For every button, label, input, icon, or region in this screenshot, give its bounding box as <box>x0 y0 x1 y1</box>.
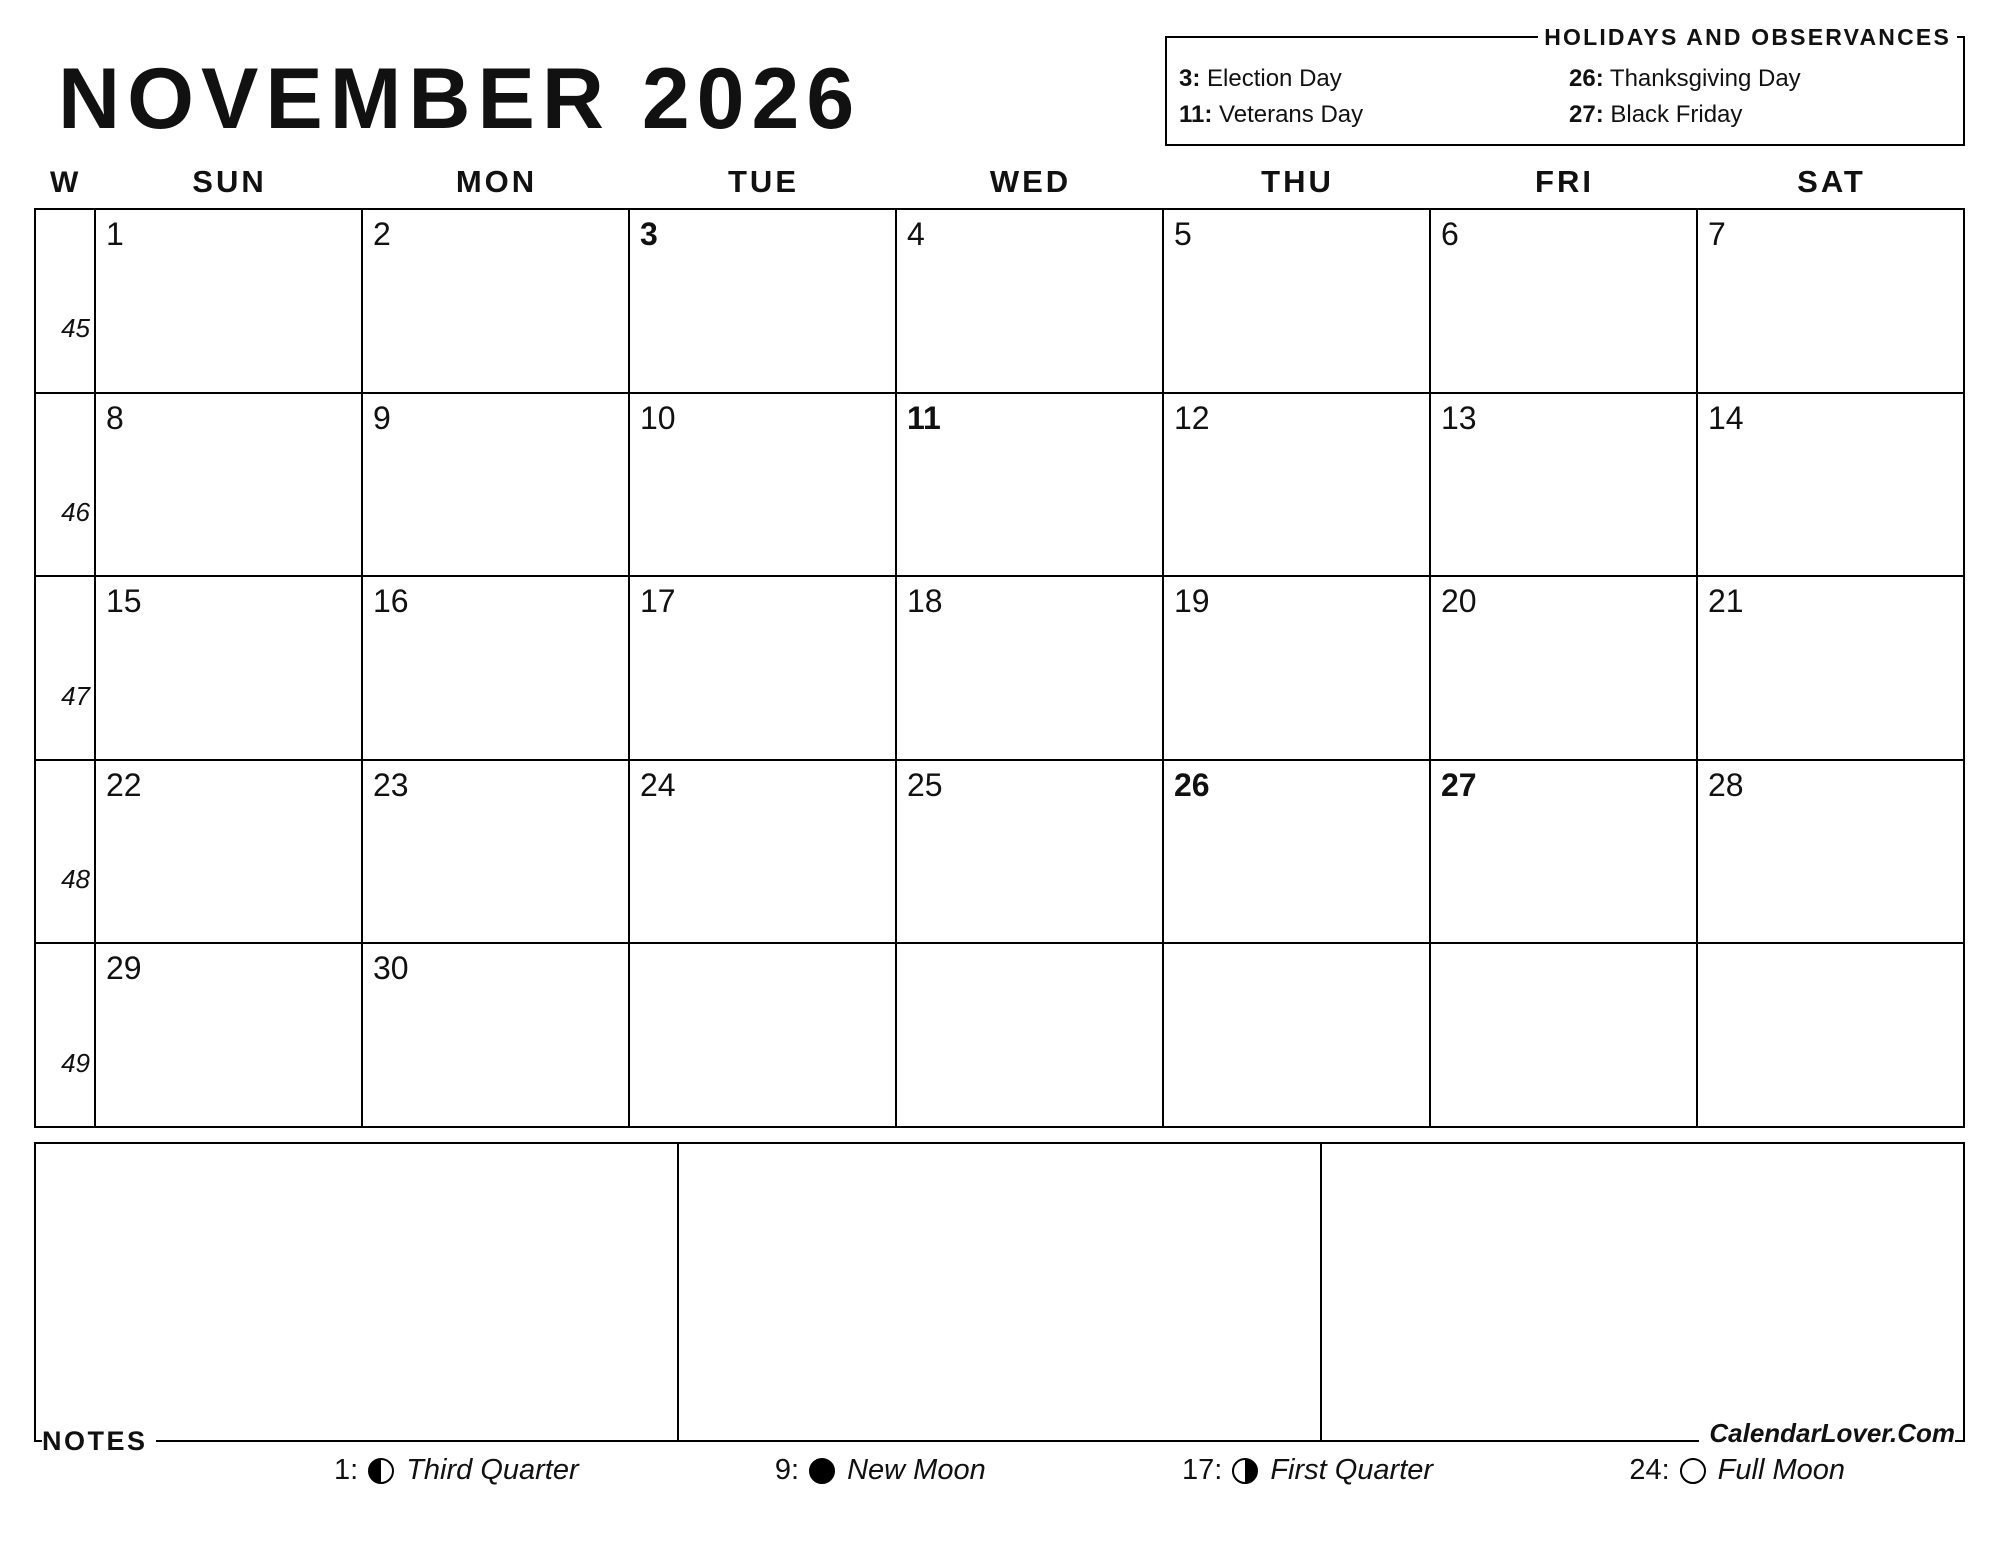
page-title: NOVEMBER 2026 <box>58 51 862 147</box>
notes-column[interactable] <box>36 1144 679 1440</box>
weekday-header-thu: THU <box>1261 164 1334 199</box>
day-cell[interactable] <box>363 577 630 759</box>
calendar-header <box>34 22 1965 162</box>
weekday-header-fri: FRI <box>1535 164 1594 199</box>
moon-phase-item <box>775 1454 986 1487</box>
day-cell[interactable] <box>1431 394 1698 576</box>
day-cell[interactable] <box>630 761 897 943</box>
holidays-heading: HOLIDAYS AND OBSERVANCES <box>1538 24 1957 51</box>
day-cell[interactable] <box>363 761 630 943</box>
day-cell[interactable] <box>1431 761 1698 943</box>
day-number: 17 <box>640 583 676 620</box>
moon-phase-day: 17: <box>1181 1454 1223 1486</box>
day-number: 5 <box>1174 216 1192 252</box>
day-cell[interactable] <box>630 577 897 759</box>
week-column-header: W <box>50 166 81 199</box>
day-cell[interactable] <box>1164 761 1431 943</box>
day-cell[interactable] <box>1431 210 1698 392</box>
day-cell[interactable] <box>363 210 630 392</box>
notes-column[interactable] <box>1322 1144 1963 1440</box>
moon-phase-label: Third Quarter <box>406 1454 579 1486</box>
day-number: 10 <box>640 399 676 436</box>
day-cell[interactable] <box>1698 394 1963 576</box>
day-number: 26 <box>1174 766 1210 803</box>
day-number: 24 <box>640 766 676 803</box>
calendar-week-row <box>36 761 1963 945</box>
day-number: 20 <box>1441 583 1477 620</box>
day-number: 11 <box>907 399 941 436</box>
day-cell-empty <box>630 944 897 1126</box>
moon-phase-day: 1: <box>334 1454 359 1486</box>
day-number: 14 <box>1708 399 1744 436</box>
new-moon-icon <box>809 1458 835 1484</box>
day-number: 23 <box>373 766 409 803</box>
day-number: 30 <box>373 950 409 987</box>
day-cell[interactable] <box>96 210 363 392</box>
notes-column[interactable] <box>679 1144 1322 1440</box>
moon-phase-day: 9: <box>774 1454 800 1486</box>
day-cell[interactable] <box>630 394 897 576</box>
footer-bar <box>34 1418 1965 1506</box>
day-number: 2 <box>373 216 391 252</box>
brand-label: CalendarLover.Com <box>1699 1418 1955 1449</box>
weekday-header-sat: SAT <box>1797 164 1866 199</box>
week-number-cell <box>36 577 96 759</box>
notes-label: NOTES <box>42 1426 156 1457</box>
day-cell[interactable] <box>1164 577 1431 759</box>
day-number: 27 <box>1441 766 1477 803</box>
notes-area[interactable] <box>34 1142 1965 1442</box>
moon-phase-label: Full Moon <box>1717 1454 1845 1486</box>
day-number: 6 <box>1441 216 1459 252</box>
day-cell-empty <box>1431 944 1698 1126</box>
day-cell[interactable] <box>96 577 363 759</box>
day-number: 19 <box>1174 583 1210 620</box>
moon-phase-legend <box>334 1454 1845 1487</box>
day-cell-empty <box>897 944 1164 1126</box>
week-number: 45 <box>61 313 90 344</box>
day-number: 16 <box>373 583 409 620</box>
day-number: 22 <box>106 766 142 803</box>
week-number: 47 <box>61 680 90 711</box>
day-cell[interactable] <box>1698 210 1963 392</box>
first-quarter-moon-icon <box>1232 1458 1258 1484</box>
day-cell[interactable] <box>363 944 630 1126</box>
day-cell[interactable] <box>1164 210 1431 392</box>
calendar-week-row <box>36 577 1963 761</box>
weekday-header-sun: SUN <box>192 164 267 199</box>
holiday-item <box>1179 64 1563 94</box>
day-cell[interactable] <box>96 394 363 576</box>
day-number: 8 <box>106 399 124 436</box>
moon-phase-label: First Quarter <box>1270 1454 1434 1486</box>
week-number-cell <box>36 761 96 943</box>
calendar-week-row <box>36 210 1963 394</box>
day-cell-empty <box>1164 944 1431 1126</box>
day-number: 29 <box>106 950 142 987</box>
day-number: 15 <box>106 583 142 620</box>
week-number-cell <box>36 210 96 392</box>
day-cell[interactable] <box>630 210 897 392</box>
weekday-header-tue: TUE <box>728 164 799 199</box>
day-number: 12 <box>1174 399 1210 436</box>
moon-phase-item <box>334 1454 579 1487</box>
day-number: 9 <box>373 399 391 436</box>
holiday-item <box>1569 64 1953 94</box>
day-number: 1 <box>106 216 124 252</box>
holiday-day: 11: <box>1179 101 1213 128</box>
holiday-day: 3: <box>1179 65 1201 92</box>
holiday-day: 27: <box>1569 101 1604 128</box>
day-number: 13 <box>1441 399 1477 436</box>
weekday-header-mon: MON <box>455 164 538 199</box>
day-cell[interactable] <box>897 394 1164 576</box>
day-cell[interactable] <box>96 761 363 943</box>
day-cell-empty <box>1698 944 1963 1126</box>
day-number: 28 <box>1708 766 1744 803</box>
moon-phase-item <box>1182 1454 1433 1487</box>
day-cell[interactable] <box>897 210 1164 392</box>
weekday-header-row <box>34 156 1965 200</box>
day-number: 4 <box>907 216 925 252</box>
day-number: 3 <box>640 216 658 252</box>
holiday-item <box>1179 100 1563 130</box>
day-cell[interactable] <box>1698 577 1963 759</box>
holiday-name: Thanksgiving Day <box>1609 65 1801 92</box>
holiday-name: Veterans Day <box>1219 101 1364 128</box>
third-quarter-moon-icon <box>368 1458 394 1484</box>
holiday-item <box>1569 100 1953 130</box>
week-number: 46 <box>61 496 90 527</box>
day-cell[interactable] <box>1431 577 1698 759</box>
holiday-day: 26: <box>1569 65 1604 92</box>
calendar-week-row <box>36 944 1963 1126</box>
day-cell[interactable] <box>897 761 1164 943</box>
moon-phase-day: 24: <box>1629 1454 1670 1486</box>
day-cell[interactable] <box>1164 394 1431 576</box>
calendar-week-row <box>36 394 1963 578</box>
day-number: 18 <box>907 583 943 620</box>
day-cell[interactable] <box>1698 761 1963 943</box>
calendar-grid <box>34 208 1965 1128</box>
week-number: 49 <box>61 1047 90 1078</box>
day-number: 21 <box>1708 583 1744 620</box>
holidays-list <box>1179 64 1953 130</box>
moon-phase-item <box>1629 1454 1845 1487</box>
holiday-name: Election Day <box>1207 65 1342 92</box>
full-moon-icon <box>1680 1458 1706 1484</box>
week-number: 48 <box>61 864 90 895</box>
day-cell[interactable] <box>897 577 1164 759</box>
week-number-cell <box>36 944 96 1126</box>
day-number: 7 <box>1708 216 1726 252</box>
holiday-name: Black Friday <box>1610 101 1743 128</box>
moon-phase-label: New Moon <box>847 1454 986 1486</box>
day-cell[interactable] <box>363 394 630 576</box>
week-number-cell <box>36 394 96 576</box>
day-number: 25 <box>907 766 943 803</box>
weekday-header-wed: WED <box>989 164 1072 199</box>
day-cell[interactable] <box>96 944 363 1126</box>
holidays-panel <box>1165 24 1965 146</box>
